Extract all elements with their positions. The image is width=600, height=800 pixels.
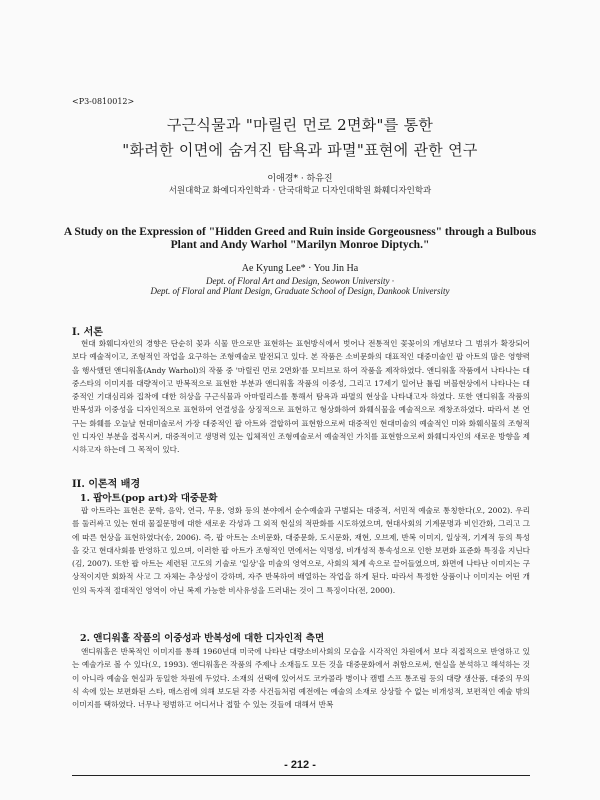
english-affiliation-1: Dept. of Floral Art and Design, Seowon University · [205,276,395,286]
section-1-paragraph: 현대 화훼디자인의 경향은 단순히 꽃과 식물 만으로만 표현하는 표현방식에서 벗어나 전통적인 꽃꽂이의 개념보다 그 범위가 확장되어 보다 예술적이고, 조형적인 작업을 요구하는 조형예술로 발전되고 있다. 본 작품은 소비문화의 대표적인 대중미술인 팝 아트의 많은 영향력을 행사했던 앤디워홀(Andy Warhol)의 작품 중 '마릴린 먼로 2면화'를 모티브로 하여 작품을 제작하였다. 앤디워홀 작품에서 나타나는 대중스타의 이미지를 대량적이고 반복적으로 표현한 부분과 앤디워홀 작품의 이중성, 그리고 17세기 일어난 튤립 버블현상에서 나타나는 대중적인 기대심리와 집착에 대한 허상을 구근식물과 아마릴리스를 통해서 탐욕과 파멸의 현상을 나타내고자 하였다. 또한 앤디워홀 작품의 반복성과 이중성을 디자인적으로 표현하여 연결성을 상징적으로 표현하고 형상화하여 화훼식물을 예술적으로 재창조하였다. 따라서 본 연구는 화훼를 오늘날 현대미술로서 가장 대중적인 팝 아트와 결합하여 표현함으로써 대중적인 현대미술의 예술적인 미와 화훼식물의 조형적인 디자인 부분을 접목시켜, 대중적이고 생명력 있는 입체적인 조형예술로서 예술적인 가치를 표현함으로써 화훼디자인의 새로운 방향을 제시하고자 하는데 그 목적이 있다. [72,339,531,455]
subsection-1-body [72,504,530,597]
subsection-1-paragraph: 팝 아트라는 표현은 문학, 음악, 연극, 무용, 영화 등의 분야에서 순수예술과 구별되는 대중적, 서민적 예술로 통칭한다(오, 2002). 우리를 둘러싸고 있는 현대 물질문명에 대한 새로운 각성과 그 외적 현실의 적판화를 시도하였으며, 현대사회의 기계문명과 비인간화, 그리고 그에 따른 현상을 표현하였다(송, 2006). 즉, 팝 아트는 소비문화, 대중문화, 도시문화, 재현, 오브제, 반복 이미지, 일상적, 기계적 등의 특성을 갖고 현대사회를 반영하고 있으며, 이러한 팝 아트가 조형적인 면에서는 익명성, 비개성적 통속성으로 인한 보편화 표준화 특징을 지닌다(김, 2007). 또한 팝 아트는 세련된 고도의 기술로 '일상'을 미술의 영역으로, 사회의 체계 속으로 끌어들였으며, 화면에 나타난 이미지는 구상적이지만 회화적 사고 그 자체는 추상성이 강하며, 자주 반복하여 배열하는 작업을 하게 된다. 따라서 특정한 상품이나 이미지는 어떤 개인의 독자적 절대적인 영역이 아닌 복제 가능한 비사유성을 드러내는 것이 그 특징이다(전, 2000). [72,506,530,595]
korean-title-line-2: "화려한 이면에 숨겨진 탐욕과 파멸"표현에 관한 연구 [122,141,478,159]
subsection-2-paragraph: 앤디워홀은 반복적인 이미지를 통해 1960년대 미국에 나타난 대량소비사회의 모습을 시각적인 차원에서 보다 직접적으로 반영하고 있는 예술가로 볼 수 있다(오, 1993). 앤디워홀은 작품의 주제나 소재들도 모든 것을 대중문화에서 취함으로써, 현실을 분석하고 해석하는 것이 아니라 예술을 현실과 동일한 차원에 두었다. 소재의 선택에 있어서도 코카콜라 병이나 캠벨 스프 통조림 등의 대량 생산품, 대중의 무의식 속에 있는 보편화된 스타, 매스컴에 의해 보도된 각종 사건들처럼 예전에는 예술의 소재로 상상할 수 없는 비개성적, 보편적인 예술 밖의 이미지를 택하였다. 너무나 평범하고 어디서나 접할 수 있는 것들에 대해서 반복 [72,647,530,710]
english-title: A Study on the Expression of "Hidden Greed and Ruin inside Gorgeousness" through a Bulbous Plant and Andy Warhol "Marilyn Monroe Diptych." [63,226,537,251]
subsection-1-heading: 1. 팝아트(pop art)와 대중문화 [80,493,218,504]
paper-code: <P3-0810012> [72,97,135,106]
english-affiliation-2: Dept. of Floral and Plant Design, Graduate School of Design, Dankook University [150,286,450,296]
subsection-2-body [72,645,530,711]
subsection-2-heading: 2. 앤디워홀 작품의 이중성과 반복성에 대한 디자인적 측면 [80,633,325,644]
page-number: - 212 - [284,759,316,771]
footer-rule [72,775,530,776]
english-authors: Ae Kyung Lee* · You Jin Ha [241,263,359,274]
korean-affiliation: 서원대학교 화예디자인학과 · 단국대학교 디자인대학원 화훼디자인학과 [168,186,432,196]
section-1-heading: I. 서론 [72,327,103,338]
korean-authors: 이애경* · 하유진 [267,174,333,184]
section-1-body [72,337,530,457]
section-2-heading: II. 이론적 배경 [72,479,141,490]
korean-title-line-1: 구근식물과 "마릴린 먼로 2면화"를 통한 [166,116,434,134]
